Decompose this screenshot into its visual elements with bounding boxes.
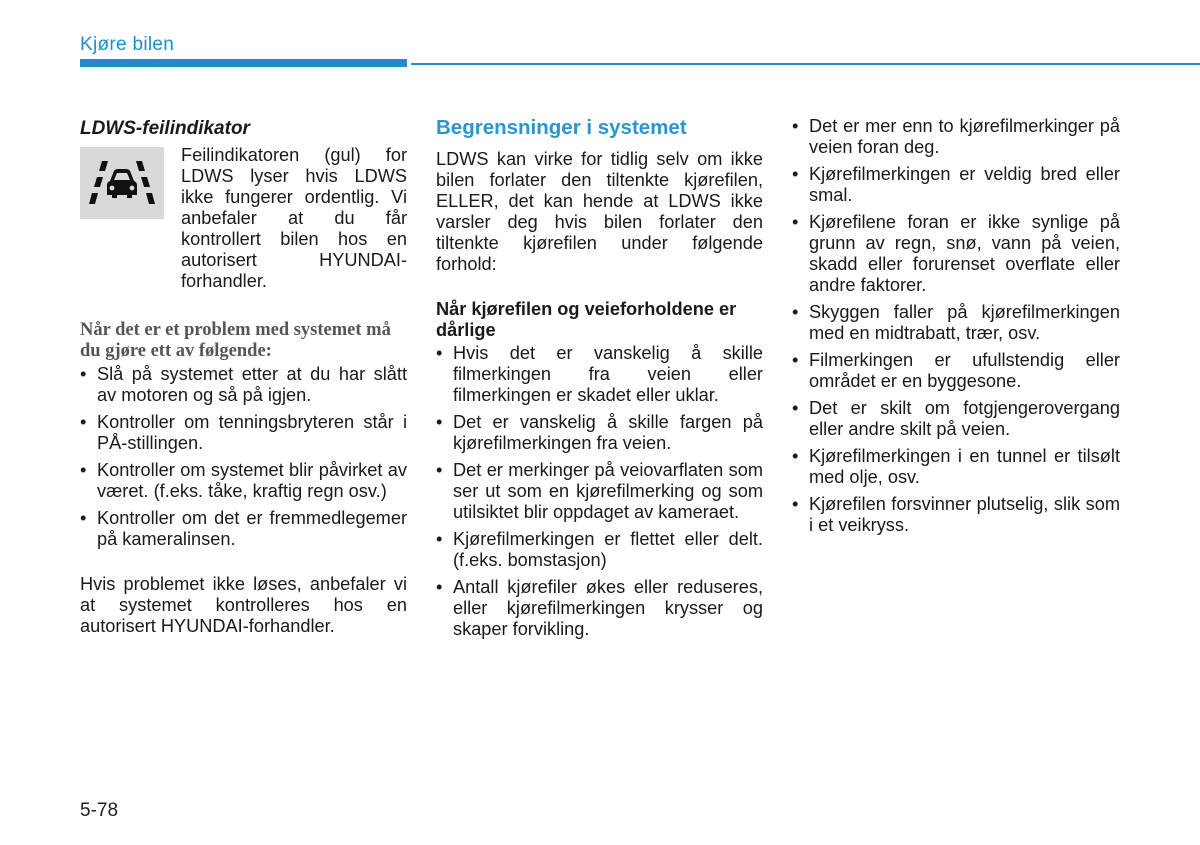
column-2	[436, 116, 763, 646]
list-item: • Kjørefilene foran er ikke synlige på grunn av regn, snø, vann på veien, skadd eller forurenset overflate eller andre faktorer.	[792, 212, 1120, 296]
list-item: • Det er mer enn to kjørefilmerkinger på veien foran deg.	[792, 116, 1120, 158]
indicator-block	[80, 145, 407, 292]
header-title: Kjøre bilen	[80, 34, 175, 55]
column-1	[80, 116, 407, 637]
list-item: • Det er skilt om fotgjengerovergang eller andre skilt på veien.	[792, 398, 1120, 440]
header-rule-thin	[411, 63, 1200, 65]
list-item: • Antall kjørefiler økes eller reduseres, eller kjørefilmerkingen krysser og skaper forvikling.	[436, 577, 763, 640]
list-item: • Skyggen faller på kjørefilmerkingen med en midtrabatt, trær, osv.	[792, 302, 1120, 344]
column-3	[792, 116, 1120, 542]
intro-paragraph: LDWS kan virke for tidlig selv om ikke bilen forlater den tiltenkte kjørefilen, ELLER, det kan hende at LDWS ikke varsler deg hvis bilen forlater den tiltenkte kjørefilen under følgende forhold:	[436, 149, 763, 274]
list-item: • Kjørefilmerkingen er veldig bred eller smal.	[792, 164, 1120, 206]
list-item: • Kjørefilen forsvinner plutselig, slik som i et veikryss.	[792, 494, 1120, 536]
section-title: Begrensninger i systemet	[436, 116, 687, 139]
list-item: • Det er vanskelig å skille fargen på kjørefilmerkingen fra veien.	[436, 412, 763, 454]
closing-paragraph: Hvis problemet ikke løses, anbefaler vi at systemet kontrolleres hos en autorisert HYUNDAI-forhandler.	[80, 574, 407, 636]
conditions-list	[436, 343, 763, 640]
conditions-list-continued	[792, 116, 1120, 536]
list-item: • Kontroller om det er fremmedlegemer på kameralinsen.	[80, 508, 407, 550]
list-item: • Kontroller om tenningsbryteren står i PÅ-stillingen.	[80, 412, 407, 454]
list-item: • Kjørefilmerkingen i en tunnel er tilsølt med olje, osv.	[792, 446, 1120, 488]
list-item: • Kjørefilmerkingen er flettet eller delt. (f.eks. bomstasjon)	[436, 529, 763, 571]
list-item: • Kontroller om systemet blir påvirket av været. (f.eks. tåke, kraftig regn osv.)	[80, 460, 407, 502]
lane-departure-warning-icon	[80, 147, 164, 219]
problem-steps-list	[80, 364, 407, 550]
list-item: • Det er merkinger på veiovarflaten som ser ut som en kjørefilmerking og som utilsiktet blir oppdaget av kameraet.	[436, 460, 763, 523]
indicator-description: Feilindikatoren (gul) for LDWS lyser hvis LDWS ikke fungerer ordentlig. Vi anbefaler at du får kontrollert bilen hos en autorisert HYUNDAI-forhandler.	[181, 145, 407, 291]
road-conditions-heading: Når kjørefilen og veieforholdene er dårlige	[436, 299, 737, 340]
list-item: • Filmerkingen er ufullstendig eller området er en byggesone.	[792, 350, 1120, 392]
page-number: 5-78	[80, 800, 119, 821]
subhead-ldws-fault: LDWS-feilindikator	[80, 118, 250, 139]
list-item: • Hvis det er vanskelig å skille filmerkingen fra veien eller filmerkingen er skadet eller uklar.	[436, 343, 763, 406]
list-item: • Slå på systemet etter at du har slått av motoren og så på igjen.	[80, 364, 407, 406]
header-rule-thick	[80, 59, 407, 67]
problem-heading: Når det er et problem med systemet må du gjøre ett av følgende:	[80, 320, 391, 361]
